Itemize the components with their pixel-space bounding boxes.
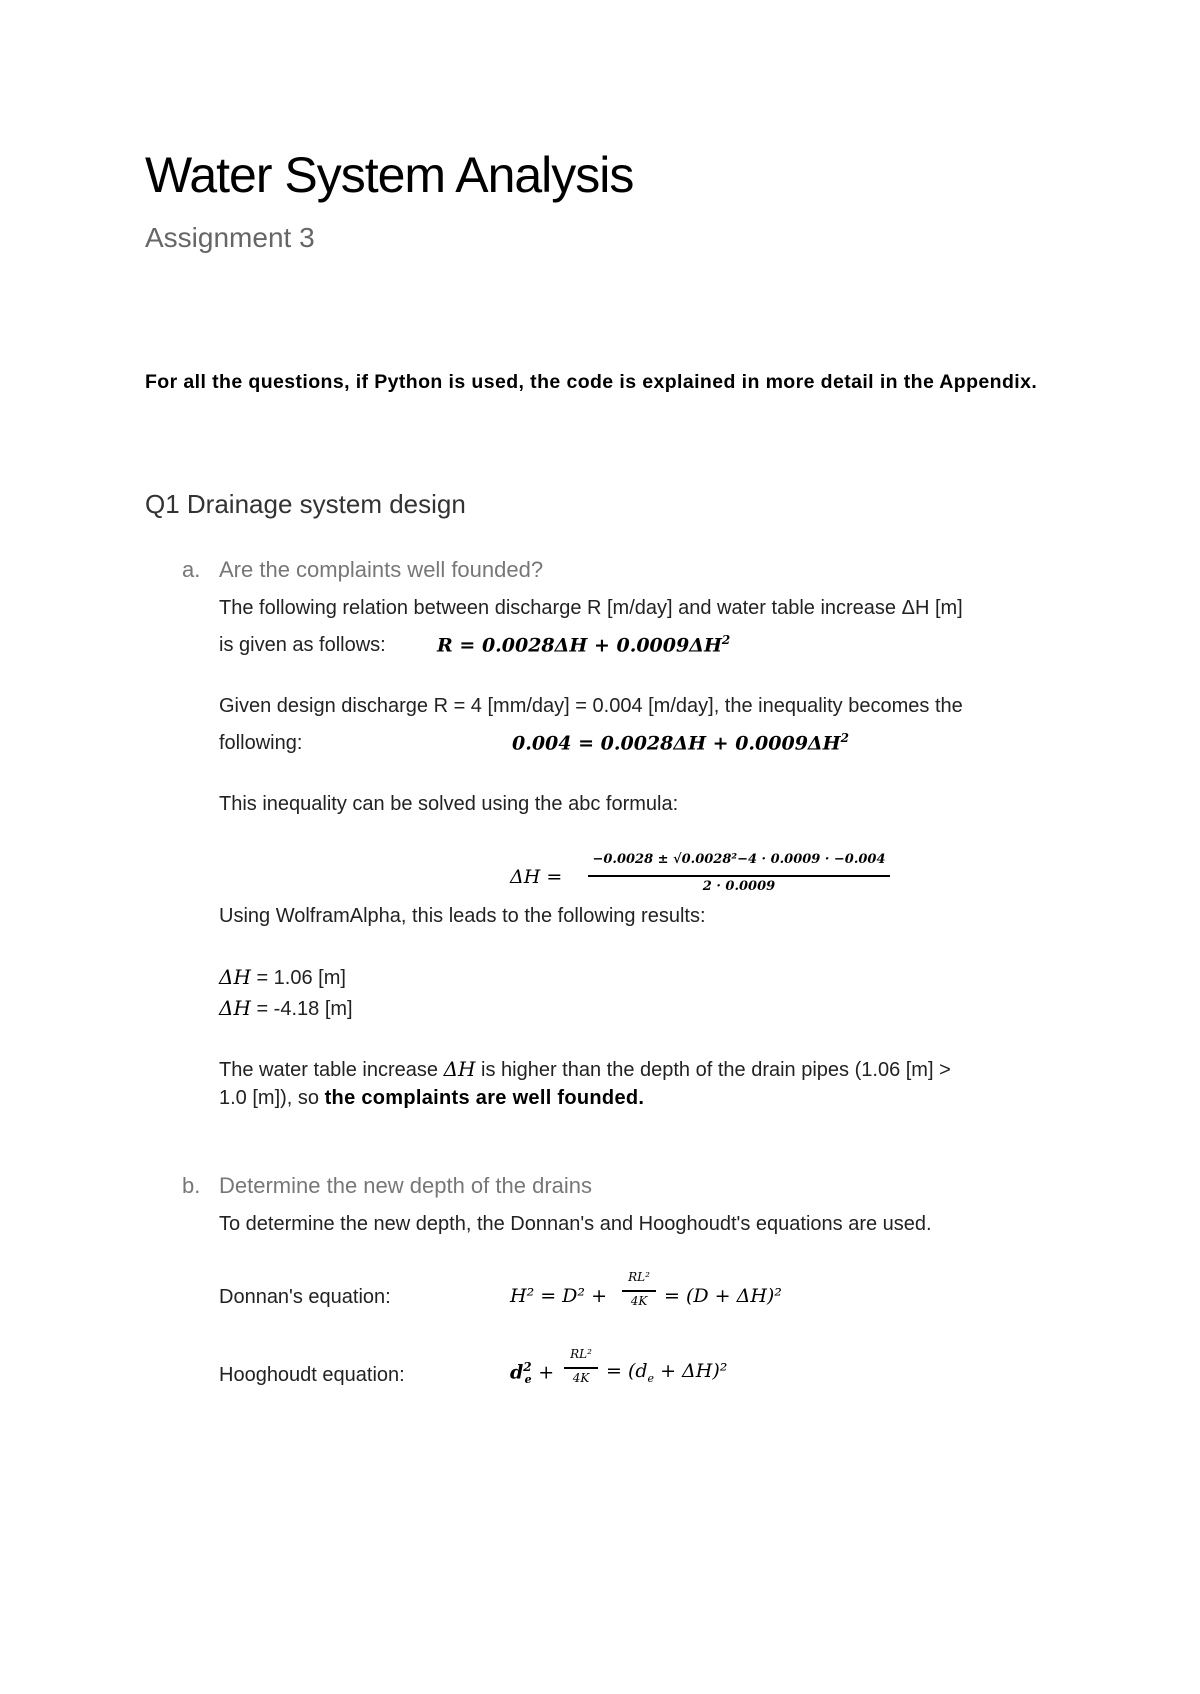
conclusion-line1-post: is higher than the depth of the drain pipes (1.06 [m] > [475,1059,951,1081]
equation-discharge-relation-text: R = 0.0028ΔH + 0.0009ΔH [437,634,722,657]
hooghoudt-label: Hooghoudt equation: [219,1364,405,1386]
conclusion-line1-pre: The water table increase [219,1059,444,1081]
question-a-text: Are the complaints well founded? [219,557,544,582]
result-positive-value: = 1.06 [m] [250,967,346,989]
conclusion-line1 [219,1057,951,1082]
hooghoudt-denominator: 4K [572,1371,590,1385]
result-negative-root [219,996,353,1021]
donnan-denominator: 4K [630,1294,648,1308]
question-b [182,1173,782,1203]
question-b-text: Determine the new depth of the drains [219,1173,593,1198]
result-positive-symbol: ΔH [219,965,251,989]
equation-design-discharge-text: 0.004 = 0.0028ΔH + 0.0009ΔH [512,732,841,755]
equation-abc-numerator: −0.0028 ± √0.0028²−4 · 0.0009 · −0.004 [592,852,886,867]
document-subtitle: Assignment 3 [145,222,315,253]
equation-design-discharge-exponent: 2 [840,731,849,745]
hooghoudt-lhs-exponent: 2 [523,1360,532,1374]
question-a-marker: a. [182,557,201,582]
result-negative-symbol: ΔH [219,996,251,1020]
hooghoudt-plus: + [538,1361,555,1384]
donnan-fraction-bar [622,1290,656,1292]
result-negative-value: = -4.18 [m] [250,998,353,1020]
equation-discharge-relation [437,633,730,656]
donnan-fraction [622,1270,656,1314]
hooghoudt-lhs-subscript: e [524,1373,532,1387]
equation-abc-denominator: 2 · 0.0009 [702,879,776,894]
hooghoudt-numerator: RL² [570,1347,592,1361]
hooghoudt-rhs-subscript: e [647,1371,655,1385]
hooghoudt-lhs [510,1360,554,1386]
equation-abc-fraction-bar [588,875,890,877]
hooghoudt-rhs-open: = (d [606,1360,648,1382]
paragraph-relation-line1: The following relation between discharge R [m/day] and water table increase ΔH [m] [219,597,963,619]
paragraph-relation-line2: is given as follows: [219,634,386,656]
donnan-lhs: H² = D² + [510,1285,607,1307]
donnan-numerator: RL² [628,1270,650,1284]
hooghoudt-lhs-d: d [510,1361,524,1384]
hooghoudt-rhs-close: + ΔH)² [654,1360,728,1382]
equation-abc-fraction [588,852,890,898]
paragraph-wolfram: Using WolframAlpha, this leads to the following results: [219,905,706,927]
hooghoudt-rhs [606,1360,727,1385]
paragraph-abc-formula: This inequality can be solved using the abc formula: [219,793,679,815]
result-positive-root [219,965,346,990]
conclusion-bold: the complaints are well founded. [324,1087,645,1109]
hooghoudt-fraction-bar [564,1367,598,1369]
question-a [182,557,782,587]
paragraph-new-depth: To determine the new depth, the Donnan's and Hooghoudt's equations are used. [219,1213,932,1235]
equation-abc-lhs: ΔH = [510,866,563,888]
equation-discharge-relation-exponent: 2 [721,633,731,647]
paragraph-design-line1: Given design discharge R = 4 [mm/day] = 0.004 [m/day], the inequality becomes the [219,695,963,717]
equation-design-discharge [512,731,849,754]
donnan-rhs: = (D + ΔH)² [664,1285,782,1307]
appendix-note: For all the questions, if Python is used, the code is explained in more detail in the Appendix. [145,371,1038,393]
conclusion-line2 [219,1087,644,1110]
hooghoudt-fraction [564,1347,598,1391]
conclusion-symbol: ΔH [443,1057,476,1081]
paragraph-design-line2: following: [219,732,303,754]
document-title: Water System Analysis [145,147,634,203]
donnan-label: Donnan's equation: [219,1286,391,1308]
question-b-marker: b. [182,1173,201,1198]
section-heading-q1: Q1 Drainage system design [145,489,466,519]
conclusion-line2-pre: 1.0 [m]), so [219,1087,325,1109]
